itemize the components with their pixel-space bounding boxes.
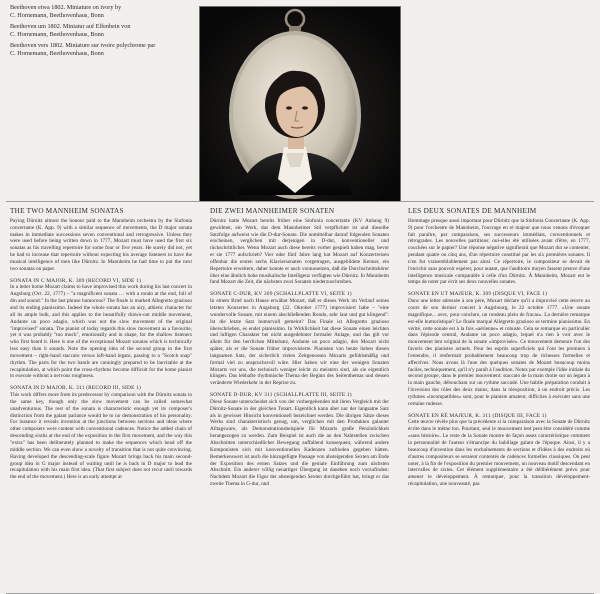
german-column: [210, 208, 389, 593]
caption-german-line2: C. Hornemann, Beethovenhaus, Bonn: [10, 31, 104, 38]
caption-french-line1: Beethoven vers 1802. Miniature sur ivoire polychrome par: [10, 42, 156, 49]
caption-german: [10, 23, 196, 39]
french-k311-paragraph: Cette œuvre révèle plus que la précédente si la comparaison avec la Sonate de Dürnitz écrite dans le même ton. Pourtant, seul le mouvement lent peut être considéré comme «sans histoire». Le reste de la Sonate montre de façon assez caractéristique comment la personnalité de l'auteur s'émancipe du babillage galant de l'époque. Ainsi, il y a beaucoup d'invention dans les enchaînements de sections et d'idées à des endroits où d'autres compositeurs se seraient contentés de cadences formelles classiques. On peut noter, à la fin de l'exposition du premier mouvement, un nouveau motif descendant en intervalles de sixtes. Cet élément supplémentaire a été délibérément prévu pour amener le développement. À remarquer, pour la transition développement-récapitulation, une nouveauté, pas: [408, 419, 590, 488]
english-intro-paragraph: Paying Dürnitz almost the honour paid to the Mannheim orchestra by the Sinfonia concertante (K. App. 9) with a similar sequence of movements, the D major sonata makes in immediate successions seven conventional and retrogressive. Unless they were used before being written down in 1777, Mozart must have used the first six sonatas as his travelling repertoire for some four or five years. He surely did not, yet he had to increase that repertoire without expecting his average listeners to have the musical intelligence of men like Dürnitz. In Mannheim he had time to put the next two sonatas on paper.: [10, 217, 192, 272]
french-column: [408, 208, 590, 593]
caption-french-line2: C. Hornemann, Beethovenhaus, Bonn: [10, 50, 104, 57]
top-divider: [6, 201, 594, 202]
french-heading: LES DEUX SONATES DE MANNHEIM: [408, 208, 537, 215]
caption-english-line1: Beethoven etwa 1802. Miniature on ivory by: [10, 4, 122, 11]
german-section-heading-kv309: SONATE C-DUR, KV 309 (SCHALLPLATTE VI, SEITE 1): [210, 291, 352, 298]
german-section-heading-kv311: SONATE D-DUR, KV 311 (SCHALLPLATTE III, SEITE 1): [210, 392, 352, 399]
caption-english-line2: C. Hornemann, Beethovenhaus, Bonn: [10, 12, 104, 19]
caption-french: [10, 42, 196, 58]
portrait-miniature-image: [200, 7, 400, 201]
french-section-heading-k311: SONATE EN RÉ MAJEUR, K. 311 (DISQUE III, FACE 1): [408, 412, 547, 419]
caption-german-line1: Beethoven um 1802. Miniatur auf Elfenbein von: [10, 23, 131, 30]
english-k311-paragraph: This work differs more from its predecessor by comparison with the Dürnitz sonata in the same key, though only the slow movement can be called somewhat unadventurous. The rest of the sonata is characteristic enough yet its composer's distinction from the galant parlance would be to no demonstration of his personality. For instance it reveals invention at the junctions between sections and ideas where other composers were content with conventional cadences. Notice the added chain of descending sixths at the end of the exposition in the first movement, and the way this "extra" has been deliberately planned to make the sequences which head off the middle section. We can even show a novelty of transition that is not quite convincing. Having developed the descending-scale figure Mozart brings back his main second-group idea in G major instead of waiting until he is back in D major to lead the recapitulation with his main first idea. (That first subject does not recur until towards the end of the movement.) Here is an early attempt at: [10, 392, 192, 481]
german-kv311-paragraph: Diese Sonate unterscheidet sich von der vorhergehenden mit ihren Vergleich mit der Dürnitz-Sonate in der gleichen Tonart. Eigentlich kann aber nur der langsame Satz als in gewisser Hinsicht konventionell bezeichnet werden. Die übrigen Sätze dieses Werks sind charakteristisch genug, um, verglichen mit den Produkten galanter Alltagsware, als Demonstrationsbeispiele für Mozarts große Persönlichkeit herangezogen zu werden. Zum Beispiel ist auch die an den Nahtstellen zwischen Abschnitten unterschiedlicher Bewegung auffallend konsequent, während andere Komponisten sich mit konventionellen Kadenzen zufrieden gegeben hätten. Bemerkenswert ist auch die hinzugefügte Passage von absteigenden Sexten am Ende der Exposition des ersten Satzes und die geniale Einführung zum nächsten Abschnitt. Ein anderer völlig neuartiger Übergang ist daneben noch vorzufinden: Nachdem Mozart die Figur der absteigenden Sexten durchgeführt hat, bringt er das zweite Thema in G-dur, und: [210, 398, 389, 488]
french-k309-paragraph: Dans une lettre adressée à son père, Mozart déclare qu'il a improvisé cette œuvre au cours de son dernier concert à Augsbourg, le 22 octobre 1777. «Une sonate magnifique... avec, pour conclure, un rondeau plein de fracas». La dernière remarque est-elle humoristique? Le finale marqué Allegretto grazioso se termine pianissimo. En vérité, cette sonate est à la fois «aérienne» et robuste. Cela se remarque en particulier dans l'épisode central, Andante un poco adagio, lequel n'a rien à voir avec le mouvement lent original de la sonate «improvisée». Ce mouvement demeure l'un des favoris des pianistes actuels. Pour les esprits superficiels qui l'ont les premiers à l'entendre, il renfermait probablement beaucoup trop de richesses formelles et affectives. Nous avons là l'une des quelques sonates de Mozart beaucoup moins faciles, techniquement, qu'il n'y paraît à l'audition. Notez par exemple l'idée initiale du second groupe, dans le premier mouvement: staccato de la main droite sur un legato à la main gauche, débouchant sur un rythme saccadé. Une habile préparation conduit à l'inversion des rôles des deux mains, dans la réexposition, à un endroit précis. Les rythmes «incompatibles» sont, pour le pianiste amateur, difficiles à exécuter sans une certaine rudesse.: [408, 298, 590, 407]
german-heading: DIE ZWEI MANNHEIMER SONATEN: [210, 208, 335, 215]
english-section-heading-k309: SONATA IN C MAJOR, K. 309 (RECORD VI, SIDE 1): [10, 277, 141, 284]
french-intro-paragraph: Hommage presque aussi important pour Dürnitz que la Sinfonia Concertante (K. App. 9) pour l'orchestre de Mannheim, l'ouvrage en ré majeur que nous venons d'évoquer fait paraître, par comparaison, ses successeurs immédiats, conventionnels et rétrogrades. Les nouvelles partitions: oui-elles été utilisées avant d'être, en 1777, couchées sur le papier? Une réponse négative signifierait que Mozart dut se contenter, pendant quatre ou cinq ans, d'un répertoire constitué par les six premières sonates. Il n'en fut vraisemblablement pas ainsi. Ce répertoire, le compositeur se devait de l'enrichir sans pouvoir espérer, pour autant, que l'auditoire moyen fassent preuve d'une intelligence musicale comparable à celle d'un Dürnitz. À Mannheim, Mozart eut le temps de noter par écrit ses deux nouvelles sonates.: [408, 217, 590, 286]
german-kv309-paragraph: In einem Brief nach Hause erwähnt Mozart, daß er dieses Werk im Verlauf seines letzten Konzertes in Augsburg (22. Oktober 1777) improvisiert habe – "eine wundervolle Sonate, mit einem abschließenden Rondo, sehr laut und gut klingend". Ist die letzte Satz humorvoll gemeint? Das Finale ist Allegretto grazioso überschrieben, es endet pianissimo. In Wirklichkeit hat diese Sonate einen leichten und luftigen Charakter bei nicht ausgedehnter formaler Anlage, und das gilt vor allem für den herrlichen Mittelsatz, Andante un poco adagio, den Mozart nicht später, als er die Sonate früher improvisierte. Pianisten von heute lieben diesen langsamen Satz, der sicherlich vielen Zeitgenossen Mozarts gefühlsmäßig und formal viel zu anspruchsvoll wäre. Hier haben wir eine der wenigen Sonaten Mozarts vor uns, die technisch weniger leicht zu meistern sind, als sie eigentlich klingen. Das lebhafte rhythmische Thema der Beginn des Seitenthemas und dessen veränderte Wiederkehr in der Reprise zu.: [210, 298, 389, 387]
french-section-heading-k309: SONATE EN UT MAJEUR, K. 309 (DISQUE VI, FACE 1): [408, 291, 548, 298]
portrait-photo: [199, 6, 401, 202]
english-column: [10, 208, 192, 593]
english-section-heading-k311: SONATA IN D MAJOR, K. 311 (RECORD III, SIDE 1): [10, 385, 142, 392]
caption-english: [10, 4, 196, 20]
english-heading: THE TWO MANNHEIM SONATAS: [10, 208, 124, 215]
german-intro-paragraph: Dürnitz hatte Mozart bereits früher eine Sinfonia concertante (KV Anhang 9) gewidmet, ein Werk, das dem Mannheimer Stil verpflichtet ist und dieselbe Satzfolge aufweist wie die D-dur-Sonate. Die unmittelbar darauf folgenden Sonaten erscheinen, verglichen mit derjenigen in D-dur, konventioneller und rückschrittlicher. Wenn Mozart auch diese bereits vorher gespielt haben mag, bevor er sie 1777 aufschrieb? Vier oder fünf Jahre lang hat Mozart auf Konzertreisen offenbar die ersten sechs Klaviersonaten vorgetragen, ausgebildete Kenner, ein Repertoire erweitern, daher konnte er auch voraussetzen, daß die Durchschnittshörer über eine ähnlich hohe musikalische Intelligenz verfügten wie Dürnitz. In Mannheim fand Mozart die Zeit, die nächsten zwei Sonaten niederzuschreiben.: [210, 217, 389, 286]
english-k309-paragraph: In a letter home Mozart claims to have improvised this work during his last concert in Augsburg (Oct. 22, 1777) – "a magnificent sonata … with a rondo at the end, full of din and sound." In the last phrase humorous? The finale is marked Allegretto grazioso and its ending pianissimo. Indeed the whole sonata has an airy, athletic character for all its ample bulk, and this applies to the beautifully drawn-out middle movement, Andante un poco adagio, which was not the slow movement of the original "improvised" sonata. The pianist of today regards this slow movement as a favourite, yet it was probably "too much", emotionally and in shape, for the shallow listeners who first heard it. Here is one of the exceptional Mozart sonatas which is technically less easy than it sounds. Note the opening idea of the second group in the first movement – right-hand staccato versus left-hand legato, passing to a "Scotch snap" rhythm. The parts for the two hands are cunningly prepared to be inevitable at the recapitulation, at which point the cross-rhythms become difficult for the home pianist to execute without a nervous roughness.: [10, 284, 192, 380]
